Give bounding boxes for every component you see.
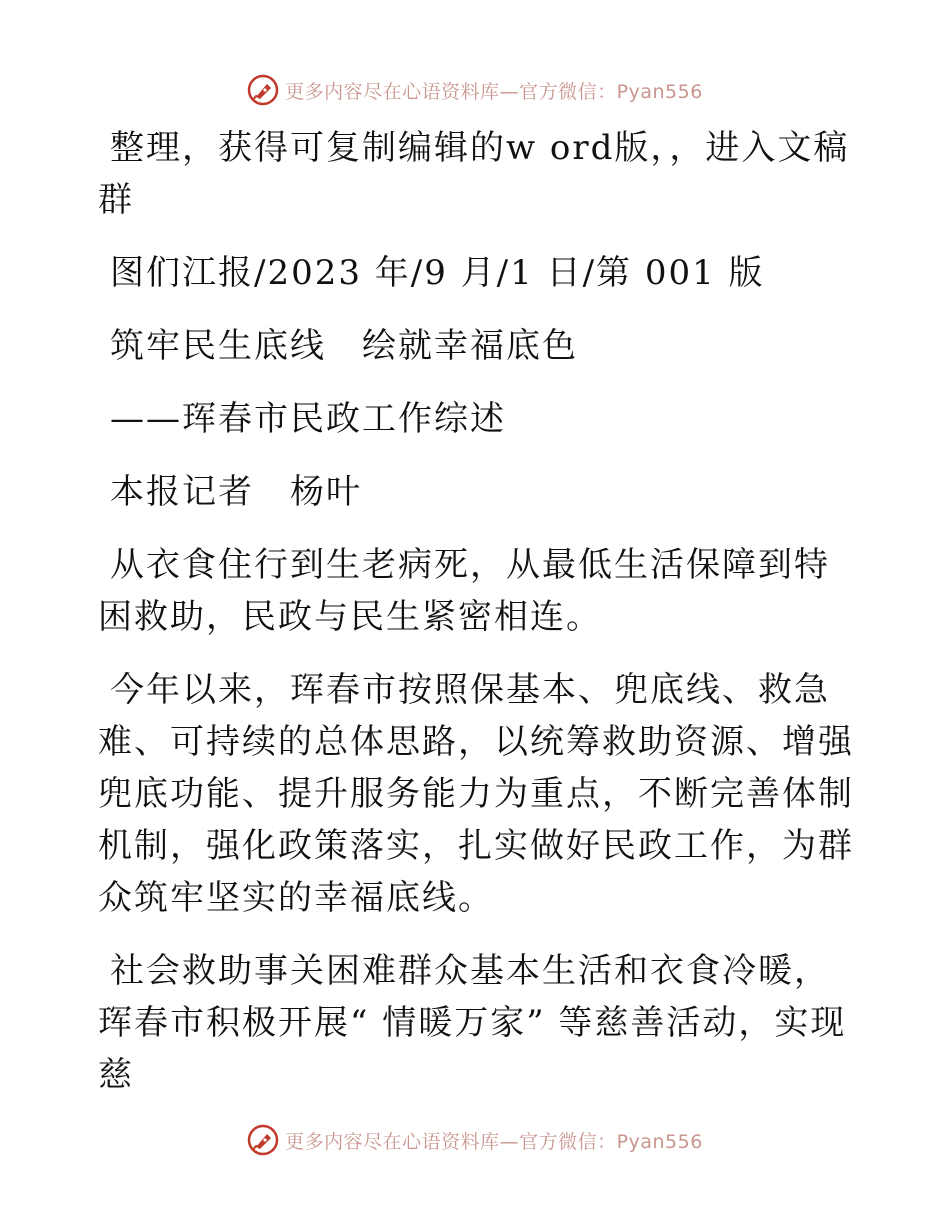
article-byline: 本报记者 杨叶 [110,472,362,512]
paragraph-body-2: 今年以来，珲春市按照保基本、兜底线、救急难、可持续的总体思路，以统筹救助资源、增强兜底功能、提升服务能力为重点，不断完善体制机制，强化政策落实，扎实做好民政工作，为群众筑牢坚实的幸福底线。 [98,670,854,918]
article-subtitle: ——珲春市民政工作综述 [110,399,506,439]
header-watermark-banner [0,70,950,110]
footer-watermark-banner [0,1120,950,1160]
watermark-text: 更多内容尽在心语资料库—官方微信：Pyan556 [285,80,703,103]
paragraph-body-3: 社会救助事关困难群众基本生活和衣食冷暖，珲春市积极开展“ 情暖万家” 等慈善活动，实现慈 [98,951,847,1095]
paragraph-body-1: 从衣食住行到生老病死，从最低生活保障到特困救助，民政与民生紧密相连。 [98,545,830,637]
article-title: 筑牢民生底线 绘就幸福底色 [110,326,578,366]
pen-nib-logo-icon [247,74,279,106]
header-watermark [247,74,703,106]
paragraph-source-line: 图们江报/2023 年/9 月/1 日/第 001 版 [110,253,765,293]
pen-nib-logo-icon [247,1124,279,1156]
document-body [98,122,858,1122]
footer-watermark [247,1124,703,1156]
paragraph-intro-note: 整理，获得可复制编辑的w ord版，，进入文稿群 [98,128,850,220]
watermark-text: 更多内容尽在心语资料库—官方微信：Pyan556 [285,1130,703,1153]
